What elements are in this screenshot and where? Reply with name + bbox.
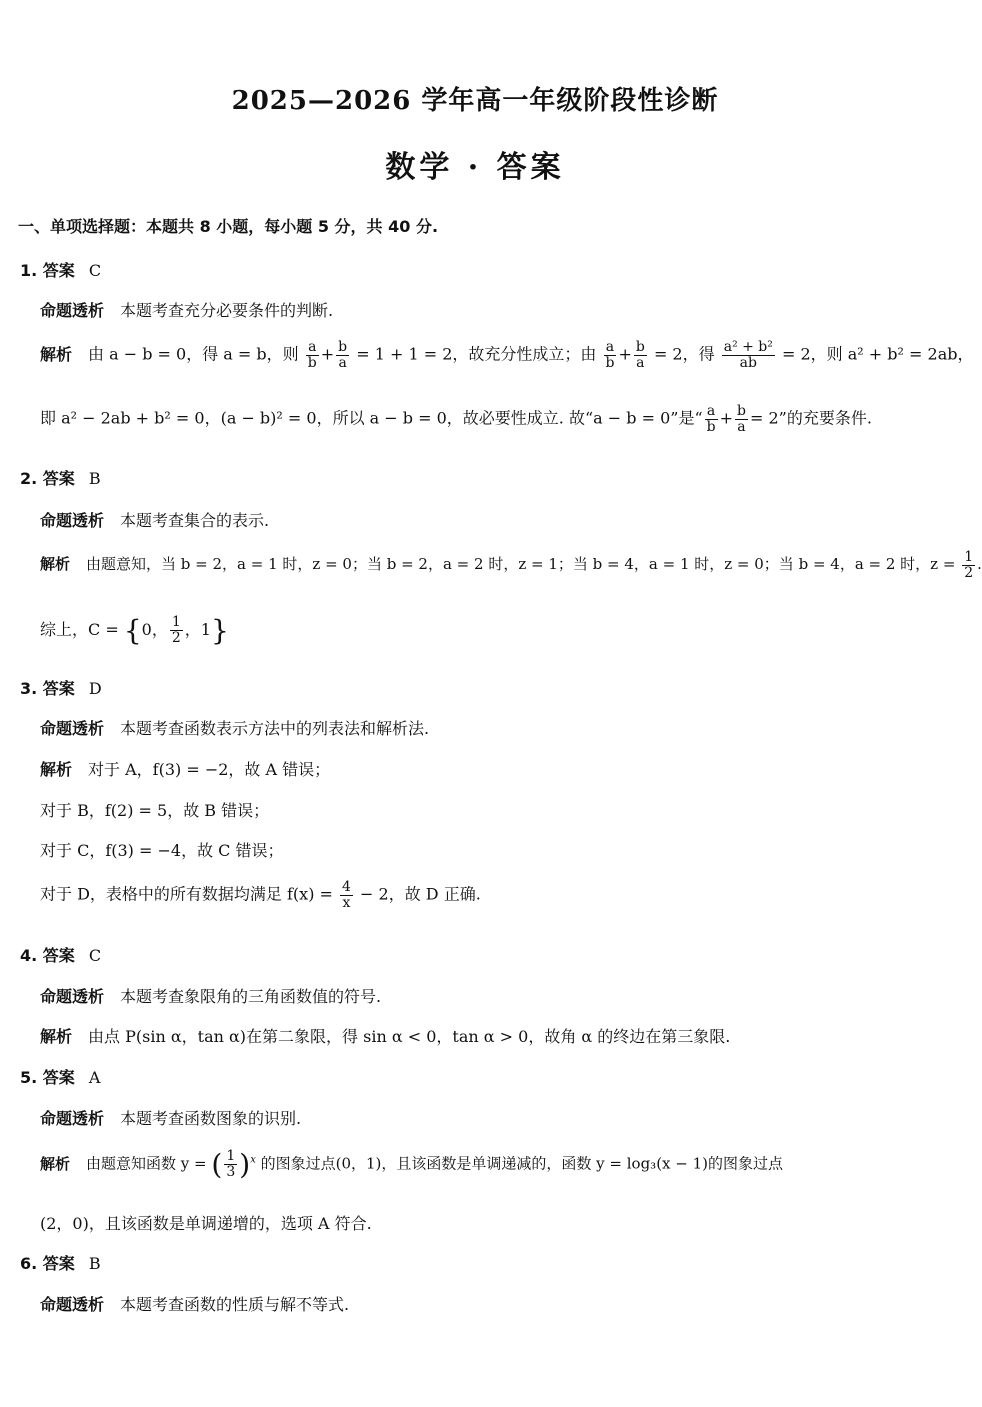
q3-header: 3. 答案 D [20, 679, 102, 698]
q3-analysis-line3: 对于 C，f(3) = −4，故 C 错误； [40, 841, 284, 860]
q5-header: 5. 答案 A [20, 1068, 101, 1087]
section-heading: 一、单项选择题：本题共 8 小题，每小题 5 分，共 40 分. [18, 217, 439, 236]
page-title: 2025—2026 学年高一年级阶段性诊断 [231, 86, 719, 116]
q1-answer: C [88, 261, 102, 280]
q2-header: 2. 答案 B [20, 469, 101, 488]
q2-analysis-line2: 综上，C = {0， $\frac{1}{2}$ ，1} [40, 614, 229, 647]
q2-analysis-line1: 解析 由题意知，当 b = 2，a = 1 时，z = 0；当 b = 2，a = 2 时，z = 1；当 b = 4，a = 1 时，z = 0；当 b = 4，a = 2 时，z = $\frac{1}{2}$ . [40, 549, 982, 581]
q5-intent: 命题透析 本题考查函数图象的识别. [40, 1109, 302, 1128]
q5-analysis-line2: (2，0)，且该函数是单调递增的，选项 A 符合. [40, 1214, 372, 1233]
q3-analysis-line2: 对于 B，f(2) = 5，故 B 错误； [40, 801, 270, 820]
q3-analysis-line4: 对于 D，表格中的所有数据均满足 f(x) = $\frac{4}{x}$ − 2，故 D 正确. [40, 879, 481, 911]
q4-header: 4. 答案 C [20, 946, 102, 965]
q3-intent: 命题透析 本题考查函数表示方法中的列表法和解析法. [40, 719, 430, 738]
q6-intent: 命题透析 本题考查函数的性质与解不等式. [40, 1295, 350, 1314]
q4-answer: C [88, 946, 102, 965]
q2-answer: B [88, 469, 101, 488]
page-subtitle: 数学 · 答案 [385, 150, 565, 185]
q1-analysis-line2: 即 a² − 2ab + b² = 0，(a − b)² = 0，所以 a − b = 0，故必要性成立. 故“a − b = 0”是“ $\frac{a}{b}$ + $\frac{b}{a}$ = 2”的充要条件. [40, 403, 872, 435]
q5-analysis-line1: 解析 由题意知函数 y = ( $\frac{1}{3}$ )$^x$ 的图象过点(0，1)，且该函数是单调递减的，函数 y = log₃(x − 1)的图象过点 [40, 1148, 784, 1181]
q1-header: 1. 答案 C [20, 261, 102, 280]
q3-answer: D [88, 679, 102, 698]
q6-answer: B [88, 1254, 101, 1273]
q3-analysis-line1: 解析 对于 A，f(3) = −2，故 A 错误； [40, 760, 331, 779]
q6-header: 6. 答案 B [20, 1254, 101, 1273]
q4-analysis: 解析 由点 P(sin α，tan α)在第二象限，得 sin α < 0，tan α > 0，故角 α 的终边在第三象限. [40, 1027, 731, 1046]
q5-answer: A [88, 1068, 101, 1087]
q4-intent: 命题透析 本题考查象限角的三角函数值的符号. [40, 987, 382, 1006]
q1-intent: 命题透析 本题考查充分必要条件的判断. [40, 301, 334, 320]
q1-analysis-line1: 解析 由 a − b = 0，得 a = b，则 $\frac{a}{b}$ + $\frac{b}{a}$ = 1 + 1 = 2，故充分性成立；由 $\frac{a}{b}$ + $\frac{b}{a}$ = 2，得 $\frac{\text{a² + b²}}{ab}$ = 2，则 a² + b² = 2ab， [40, 339, 974, 371]
q2-intent: 命题透析 本题考查集合的表示. [40, 511, 270, 530]
